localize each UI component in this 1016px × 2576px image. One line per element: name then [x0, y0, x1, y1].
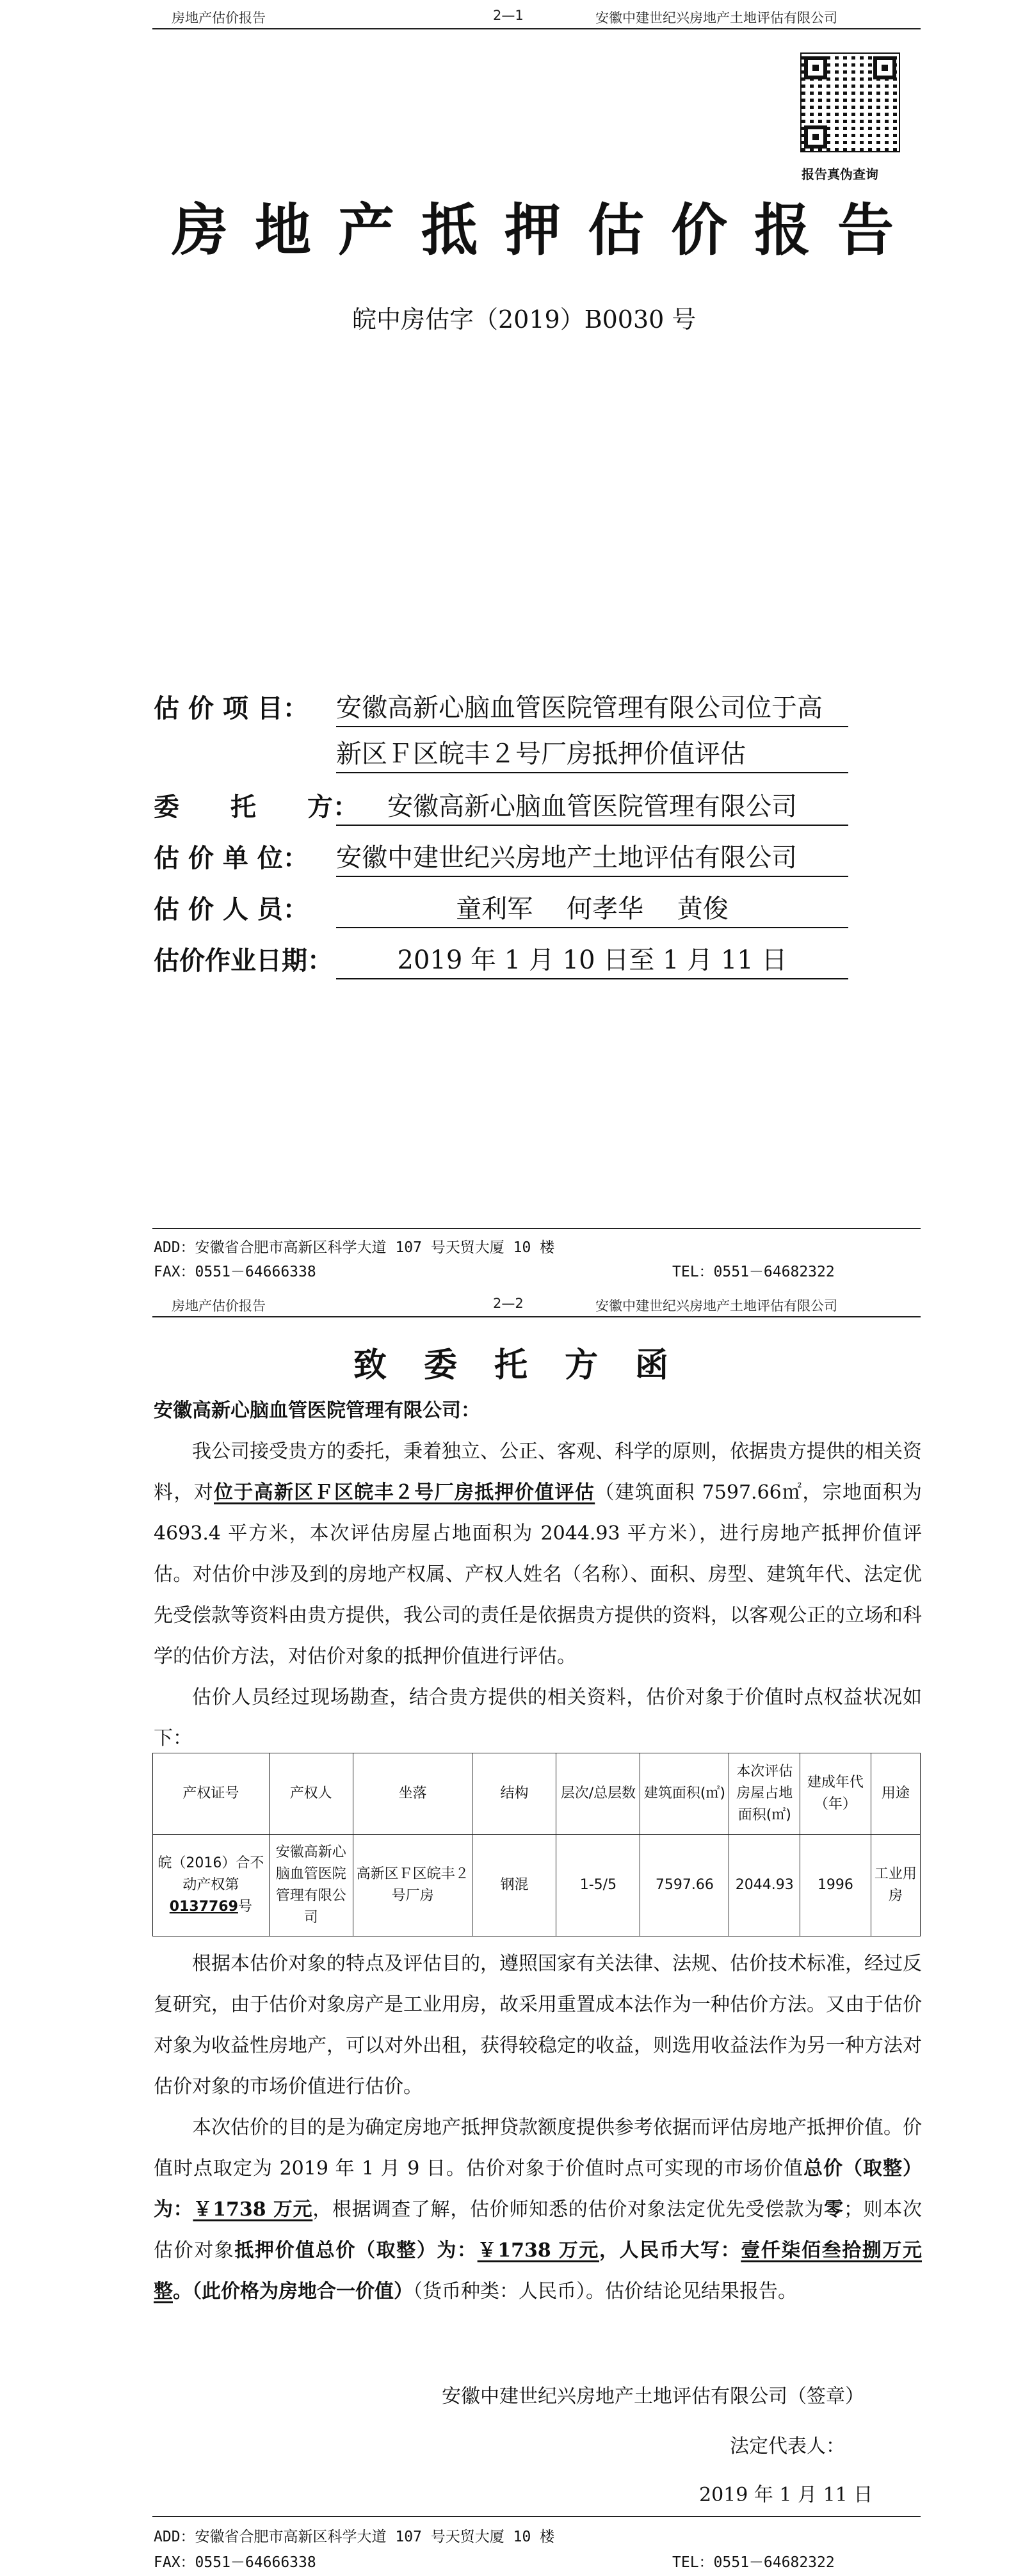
client-value: 安徽高新心脑血管医院管理有限公司 [336, 789, 848, 826]
cert-suffix: 号 [238, 1899, 252, 1915]
addressee: 安徽高新心脑血管医院管理有限公司： [154, 1399, 480, 1422]
table-header-cell: 产权人 [269, 1753, 353, 1835]
table-cell-area: 7597.66 [640, 1835, 729, 1936]
qr-finder-icon [804, 56, 827, 79]
p1-object: 位于高新区Ｆ区皖丰２号厂房抵押价值评估 [213, 1481, 595, 1504]
p4-total-label: 总价（取整）为： [154, 2157, 923, 2221]
p4-words-value: 壹仟柒佰叁拾捌万元整 [154, 2239, 923, 2303]
report-number: 皖中房估字（2019）B0030 号 [352, 305, 697, 334]
project-value-line1: 安徽高新心脑血管医院管理有限公司位于高 [336, 690, 848, 727]
appraisers-row [154, 891, 327, 928]
paragraph-method: 根据本估价对象的特点及评估目的，遵照国家有关法律、法规、估价技术标准，经过反复研究，由于估价对象房产是工业用房，故采用重置成本法作为一种估价方法。又由于估价对象为收益性房地产，可以对外出租，获得较稳定的收益，则选用收益法作为另一种方法对估价对象的市场价值进行估价。 [154, 1952, 922, 2098]
appraisers-label: 估 价 人 员： [154, 894, 309, 924]
table-header-cell: 建筑面积(㎡) [640, 1753, 729, 1835]
paragraph-valuation [154, 2107, 922, 2312]
p4-text-a: 本次估价的目的是为确定房地产抵押贷款额度提供参考依据而评估房地产抵押价值。价值时点取定为 2019 年 1 月 9 日。估价对象于价值时点可实现的市场价值 [154, 2116, 922, 2180]
header-page-number: 2—2 [493, 1296, 524, 1311]
date-label: 估价作业日期： [154, 946, 333, 976]
p1-text-a: 我公司接受贵方的委托，秉着独立、公正、客观、科学的原则，依据贵方提供的相关资料，对 [154, 1440, 922, 1504]
p4-priority-value: 零 [824, 2198, 844, 2221]
paragraph-survey: 估价人员经过现场勘查，结合贵方提供的相关资料，估价对象于价值时点权益状况如下： [154, 1686, 922, 1750]
p4-total-value: ￥1738 万元 [193, 2198, 313, 2221]
p4-words-label: ，人民币大写： [599, 2239, 741, 2262]
qr-finder-icon [804, 125, 827, 149]
table-cell-year: 1996 [800, 1835, 871, 1936]
date-row [154, 942, 333, 979]
report-title: 房地产抵押估价报告 [172, 197, 921, 263]
qr-code-icon [800, 52, 900, 152]
paragraph-commission [154, 1431, 922, 1677]
table-cell-use: 工业用房 [871, 1835, 920, 1936]
table-header-cell: 用途 [871, 1753, 920, 1835]
footer-address: ADD：安徽省合肥市高新区科学大道 107 号天贸大厦 10 楼 [154, 2529, 555, 2545]
p4-text-f: ；则本次估价对象 [154, 2198, 923, 2262]
table-cell-location: 高新区Ｆ区皖丰２号厂房 [353, 1835, 472, 1936]
client-row [154, 789, 359, 826]
signoff-representative: 法定代表人： [730, 2435, 845, 2458]
signoff-date: 2019 年 1 月 11 日 [699, 2484, 873, 2506]
appraiser-unit-row [154, 840, 327, 877]
property-table [152, 1753, 921, 1936]
table-cell-structure: 钢混 [472, 1835, 556, 1936]
p4-period: 。 [173, 2280, 192, 2303]
header-divider [152, 1316, 921, 1317]
header-page-number: 2—1 [493, 8, 524, 23]
table-header-cell: 结构 [472, 1753, 556, 1835]
header-divider [152, 28, 921, 29]
table-cell-owner: 安徽高新心脑血管医院管理有限公司 [269, 1835, 353, 1936]
table-header-row [153, 1753, 921, 1835]
header-right: 安徽中建世纪兴房地产土地评估有限公司 [595, 10, 837, 26]
table-header-cell: 建成年代（年） [800, 1753, 871, 1835]
p4-mortgage-value: ￥1738 万元 [477, 2239, 599, 2262]
project-label: 估 价 项 目： [154, 693, 309, 723]
client-label: 委 托 方： [154, 792, 359, 822]
project-value-line2: 新区Ｆ区皖丰２号厂房抵押价值评估 [336, 736, 848, 773]
qr-caption: 报告真伪查询 [802, 166, 878, 182]
table-header-cell: 坐落 [353, 1753, 472, 1835]
table-cell-cert [153, 1835, 270, 1936]
p4-text-m: （货币种类：人民币）。估价结论见结果报告。 [413, 2280, 797, 2303]
footer-fax: FAX：0551－64666338 [154, 2554, 316, 2571]
table-cell-land-area: 2044.93 [729, 1835, 800, 1936]
table-row [153, 1835, 921, 1936]
table-header-cell: 层次/总层数 [556, 1753, 640, 1835]
qr-finder-icon [873, 56, 896, 79]
header-left: 房地产估价报告 [172, 10, 266, 26]
signoff-company: 安徽中建世纪兴房地产土地评估有限公司（签章） [442, 2385, 864, 2408]
date-value: 2019 年 1 月 10 日至 1 月 11 日 [336, 942, 848, 979]
cert-number: 0137769 [169, 1899, 238, 1915]
footer-fax: FAX：0551－64666338 [154, 1264, 316, 1280]
project-row [154, 690, 327, 727]
header-left: 房地产估价报告 [172, 1298, 266, 1314]
p4-text-d: ，根据调查了解，估价师知悉的估价对象法定优先受偿款为 [312, 2198, 825, 2221]
appraisers-value: 童利军 何孝华 黄俊 [336, 891, 848, 928]
appraiser-unit-label: 估 价 单 位： [154, 843, 309, 873]
letter-title: 致委托方函 [353, 1346, 706, 1385]
p4-mortgage-label: 抵押价值总价（取整）为： [234, 2239, 478, 2262]
header-right: 安徽中建世纪兴房地产土地评估有限公司 [595, 1298, 837, 1314]
table-header-cell: 产权证号 [153, 1753, 270, 1835]
footer-divider [152, 2516, 921, 2517]
table-header-cell: 本次评估房屋占地面积(㎡) [729, 1753, 800, 1835]
table-cell-floors: 1-5/5 [556, 1835, 640, 1936]
appraiser-unit-value: 安徽中建世纪兴房地产土地评估有限公司 [336, 840, 848, 877]
footer-address: ADD：安徽省合肥市高新区科学大道 107 号天贸大厦 10 楼 [154, 1239, 555, 1256]
p1-text-c: （建筑面积 7597.66㎡，宗地面积为 4693.4 平方米，本次评估房屋占地面积为 2044.93 平方米），进行房地产抵押价值评估。对估价中涉及到的房地产权属、产权人姓名（名称）、面积、房型、建筑年代、法定优先受偿款等资料由贵方提供，我公司的责任是依据贵方提供的资料，以客观公正的立场和科学的估价方法，对估价对象的抵押价值进行评估。 [154, 1481, 923, 1668]
footer-tel: TEL：0551－64682322 [672, 1264, 835, 1280]
p4-note: （此价格为房地合一价值） [192, 2280, 413, 2303]
cert-prefix: 皖（2016）合不动产权第 [157, 1855, 264, 1893]
footer-tel: TEL：0551－64682322 [672, 2554, 835, 2571]
footer-divider [152, 1228, 921, 1229]
